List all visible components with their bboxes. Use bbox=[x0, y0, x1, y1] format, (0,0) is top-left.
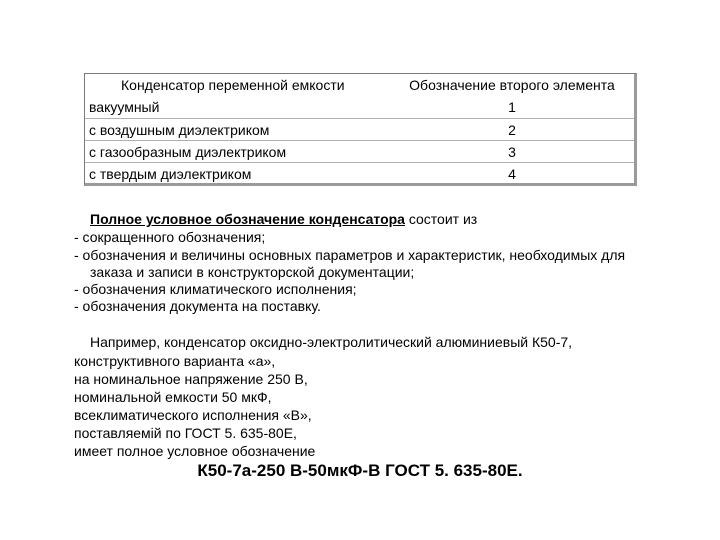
table-cell-code: 1 bbox=[508, 99, 516, 115]
table-row bbox=[85, 162, 634, 185]
list-item: заказа и записи в конструкторской документации; bbox=[90, 264, 415, 280]
example-line: номинальной емкости 50 мкФ, bbox=[74, 389, 272, 405]
example-line: всеклиматического исполнения «В», bbox=[74, 407, 312, 423]
column-header-capacitor-type: Конденсатор переменной емкости bbox=[121, 77, 345, 93]
table-cell-type: с воздушным диэлектриком bbox=[89, 122, 270, 138]
example-line: на номинальное напряжение 250 В, bbox=[74, 371, 308, 387]
list-item: - обозначения документа на поставку. bbox=[74, 298, 321, 314]
table-cell-code: 4 bbox=[508, 166, 516, 182]
table-cell-type: вакуумный bbox=[89, 99, 160, 115]
example-line: Например, конденсатор оксидно-электролитический алюминиевый К50-7, bbox=[90, 334, 573, 350]
column-header-second-element: Обозначение второго элемента bbox=[409, 77, 615, 93]
list-item: - обозначения и величины основных параметров и характеристик, необходимых для bbox=[74, 247, 626, 263]
table-row bbox=[85, 118, 634, 141]
example-line: поставляемій по ГОСТ 5. 635-80Е, bbox=[74, 425, 297, 441]
designation-intro-bold: Полное условное обозначение конденсатора bbox=[90, 211, 405, 227]
example-line: имеет полное условное обозначение bbox=[74, 443, 316, 459]
table-cell-code: 3 bbox=[508, 144, 516, 160]
full-designation-example: К50-7а-250 В-50мкФ-В ГОСТ 5. 635-80Е. bbox=[197, 461, 523, 480]
capacitor-type-table bbox=[84, 73, 637, 186]
table-row bbox=[85, 96, 634, 118]
list-item: - обозначения климатического исполнения; bbox=[74, 281, 357, 297]
example-line: конструктивного варианта «а», bbox=[74, 353, 276, 369]
table-header-row bbox=[85, 74, 634, 96]
table-cell-type: с газообразным диэлектриком bbox=[89, 144, 287, 160]
table-row bbox=[85, 140, 634, 163]
table-cell-code: 2 bbox=[508, 122, 516, 138]
table-cell-type: с твердым диэлектриком bbox=[89, 166, 252, 182]
designation-intro-rest: состоит из bbox=[404, 211, 478, 227]
designation-intro bbox=[90, 210, 477, 228]
list-item: - сокращенного обозначения; bbox=[74, 229, 266, 245]
